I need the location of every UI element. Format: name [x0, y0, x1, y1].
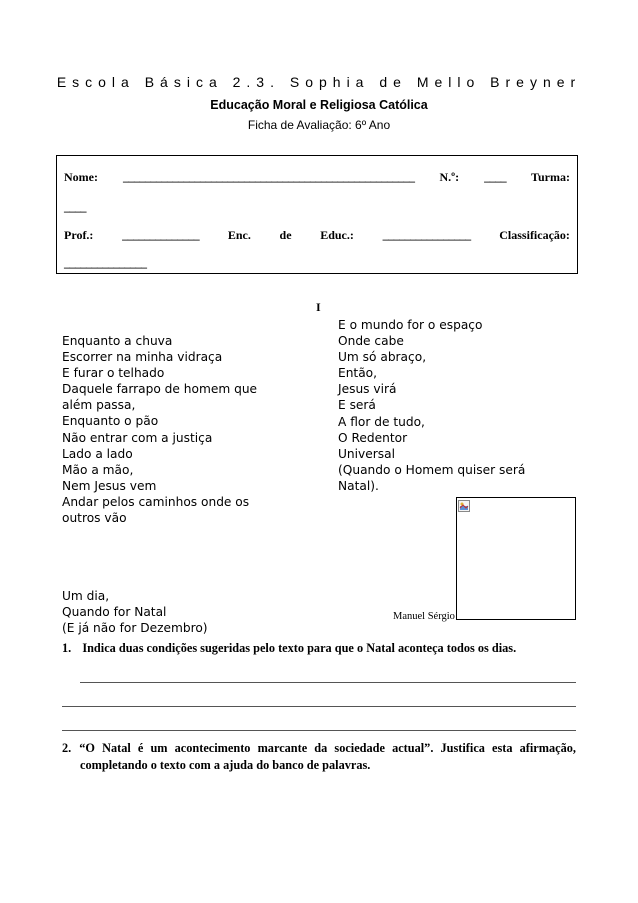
poem-line: (E já não for Dezembro) — [62, 621, 208, 636]
question-number: 2. — [62, 741, 72, 755]
poem-author: Manuel Sérgio — [393, 611, 455, 622]
educ-label: Educ.: — [320, 228, 354, 242]
subject-title: Educação Moral e Religiosa Católica — [210, 98, 428, 112]
poem-left-ending — [62, 588, 208, 636]
poem-left-column — [62, 333, 257, 526]
poem-line: E o mundo for o espaço — [338, 318, 483, 332]
poem-line: Enquanto o pão — [62, 414, 159, 429]
poem-line: Daquele farrapo de homem que — [62, 382, 258, 397]
poem-right-column — [338, 317, 525, 494]
poem-line: Quando for Natal — [62, 605, 167, 620]
poem-line: Não entrar com a justiça — [62, 430, 213, 445]
poem-line: Escorrer na minha vidraça — [62, 350, 223, 365]
image-frame — [456, 497, 576, 620]
poem-line: Um dia, — [62, 589, 110, 603]
teacher-label: Prof.: — [64, 228, 94, 242]
grade-label: Classificação: — [499, 228, 570, 242]
poem-line: Onde cabe — [338, 334, 404, 349]
name-row — [64, 170, 570, 185]
poem-line: Mão a mão, — [62, 462, 134, 477]
question-text: “O Natal é um acontecimento marcante da sociedade actual”. Justifica esta afirmação, — [79, 741, 576, 755]
poem-line: Universal — [338, 446, 395, 461]
answer-line[interactable] — [80, 682, 576, 683]
poem-line: outros vão — [62, 511, 127, 526]
number-label: N.º: — [439, 170, 460, 184]
teacher-row — [64, 228, 570, 243]
poem-line: O Redentor — [338, 430, 408, 445]
section-heading: I — [316, 300, 321, 314]
class-label: Turma: — [531, 170, 570, 184]
answer-line[interactable] — [62, 730, 576, 731]
name-field[interactable]: _____________________________________________________ — [122, 170, 415, 184]
poem-line: Lado a lado — [62, 446, 133, 461]
question-text: Indica duas condições sugeridas pelo texto para que o Natal aconteça todos os dias. — [82, 641, 517, 655]
enc-label: Enc. — [227, 228, 251, 242]
question-2 — [62, 740, 576, 774]
question-text: completando o texto com a ajuda do banco de palavras. — [80, 758, 371, 772]
poem-line: A flor de tudo, — [338, 414, 425, 429]
class-row — [64, 200, 570, 215]
poem-line: E será — [338, 398, 376, 413]
broken-image-icon — [458, 499, 470, 517]
poem-line: além passa, — [62, 398, 136, 413]
poem-line: Nem Jesus vem — [62, 478, 157, 493]
school-name: Escola Básica 2.3. Sophia de Mello Breyner — [56, 74, 582, 90]
de-label: de — [279, 228, 292, 242]
poem-line: (Quando o Homem quiser será — [338, 462, 526, 477]
poem-line: Um só abraço, — [338, 350, 427, 365]
teacher-field[interactable]: ______________ — [122, 228, 200, 242]
poem-line: Enquanto a chuva — [62, 334, 173, 348]
answer-line[interactable] — [62, 706, 576, 707]
poem-line: Andar pelos caminhos onde os — [62, 494, 250, 509]
poem-line: Então, — [338, 366, 378, 381]
question-1 — [62, 640, 516, 657]
poem-line: Jesus virá — [338, 382, 397, 397]
sheet-title: Ficha de Avaliação: 6º Ano — [247, 118, 391, 132]
guardian-field[interactable]: ________________ — [382, 228, 471, 242]
grade-row — [64, 256, 570, 271]
number-field[interactable]: ____ — [484, 170, 507, 184]
question-number: 1. — [62, 641, 72, 655]
class-field[interactable]: ____ — [64, 200, 86, 214]
name-label: Nome: — [64, 170, 98, 184]
student-info-box — [56, 155, 578, 274]
poem-line: E furar o telhado — [62, 366, 165, 381]
question-2-line-1 — [62, 740, 576, 757]
grade-field[interactable]: _______________ — [64, 256, 147, 270]
poem-line: Natal). — [338, 478, 379, 493]
